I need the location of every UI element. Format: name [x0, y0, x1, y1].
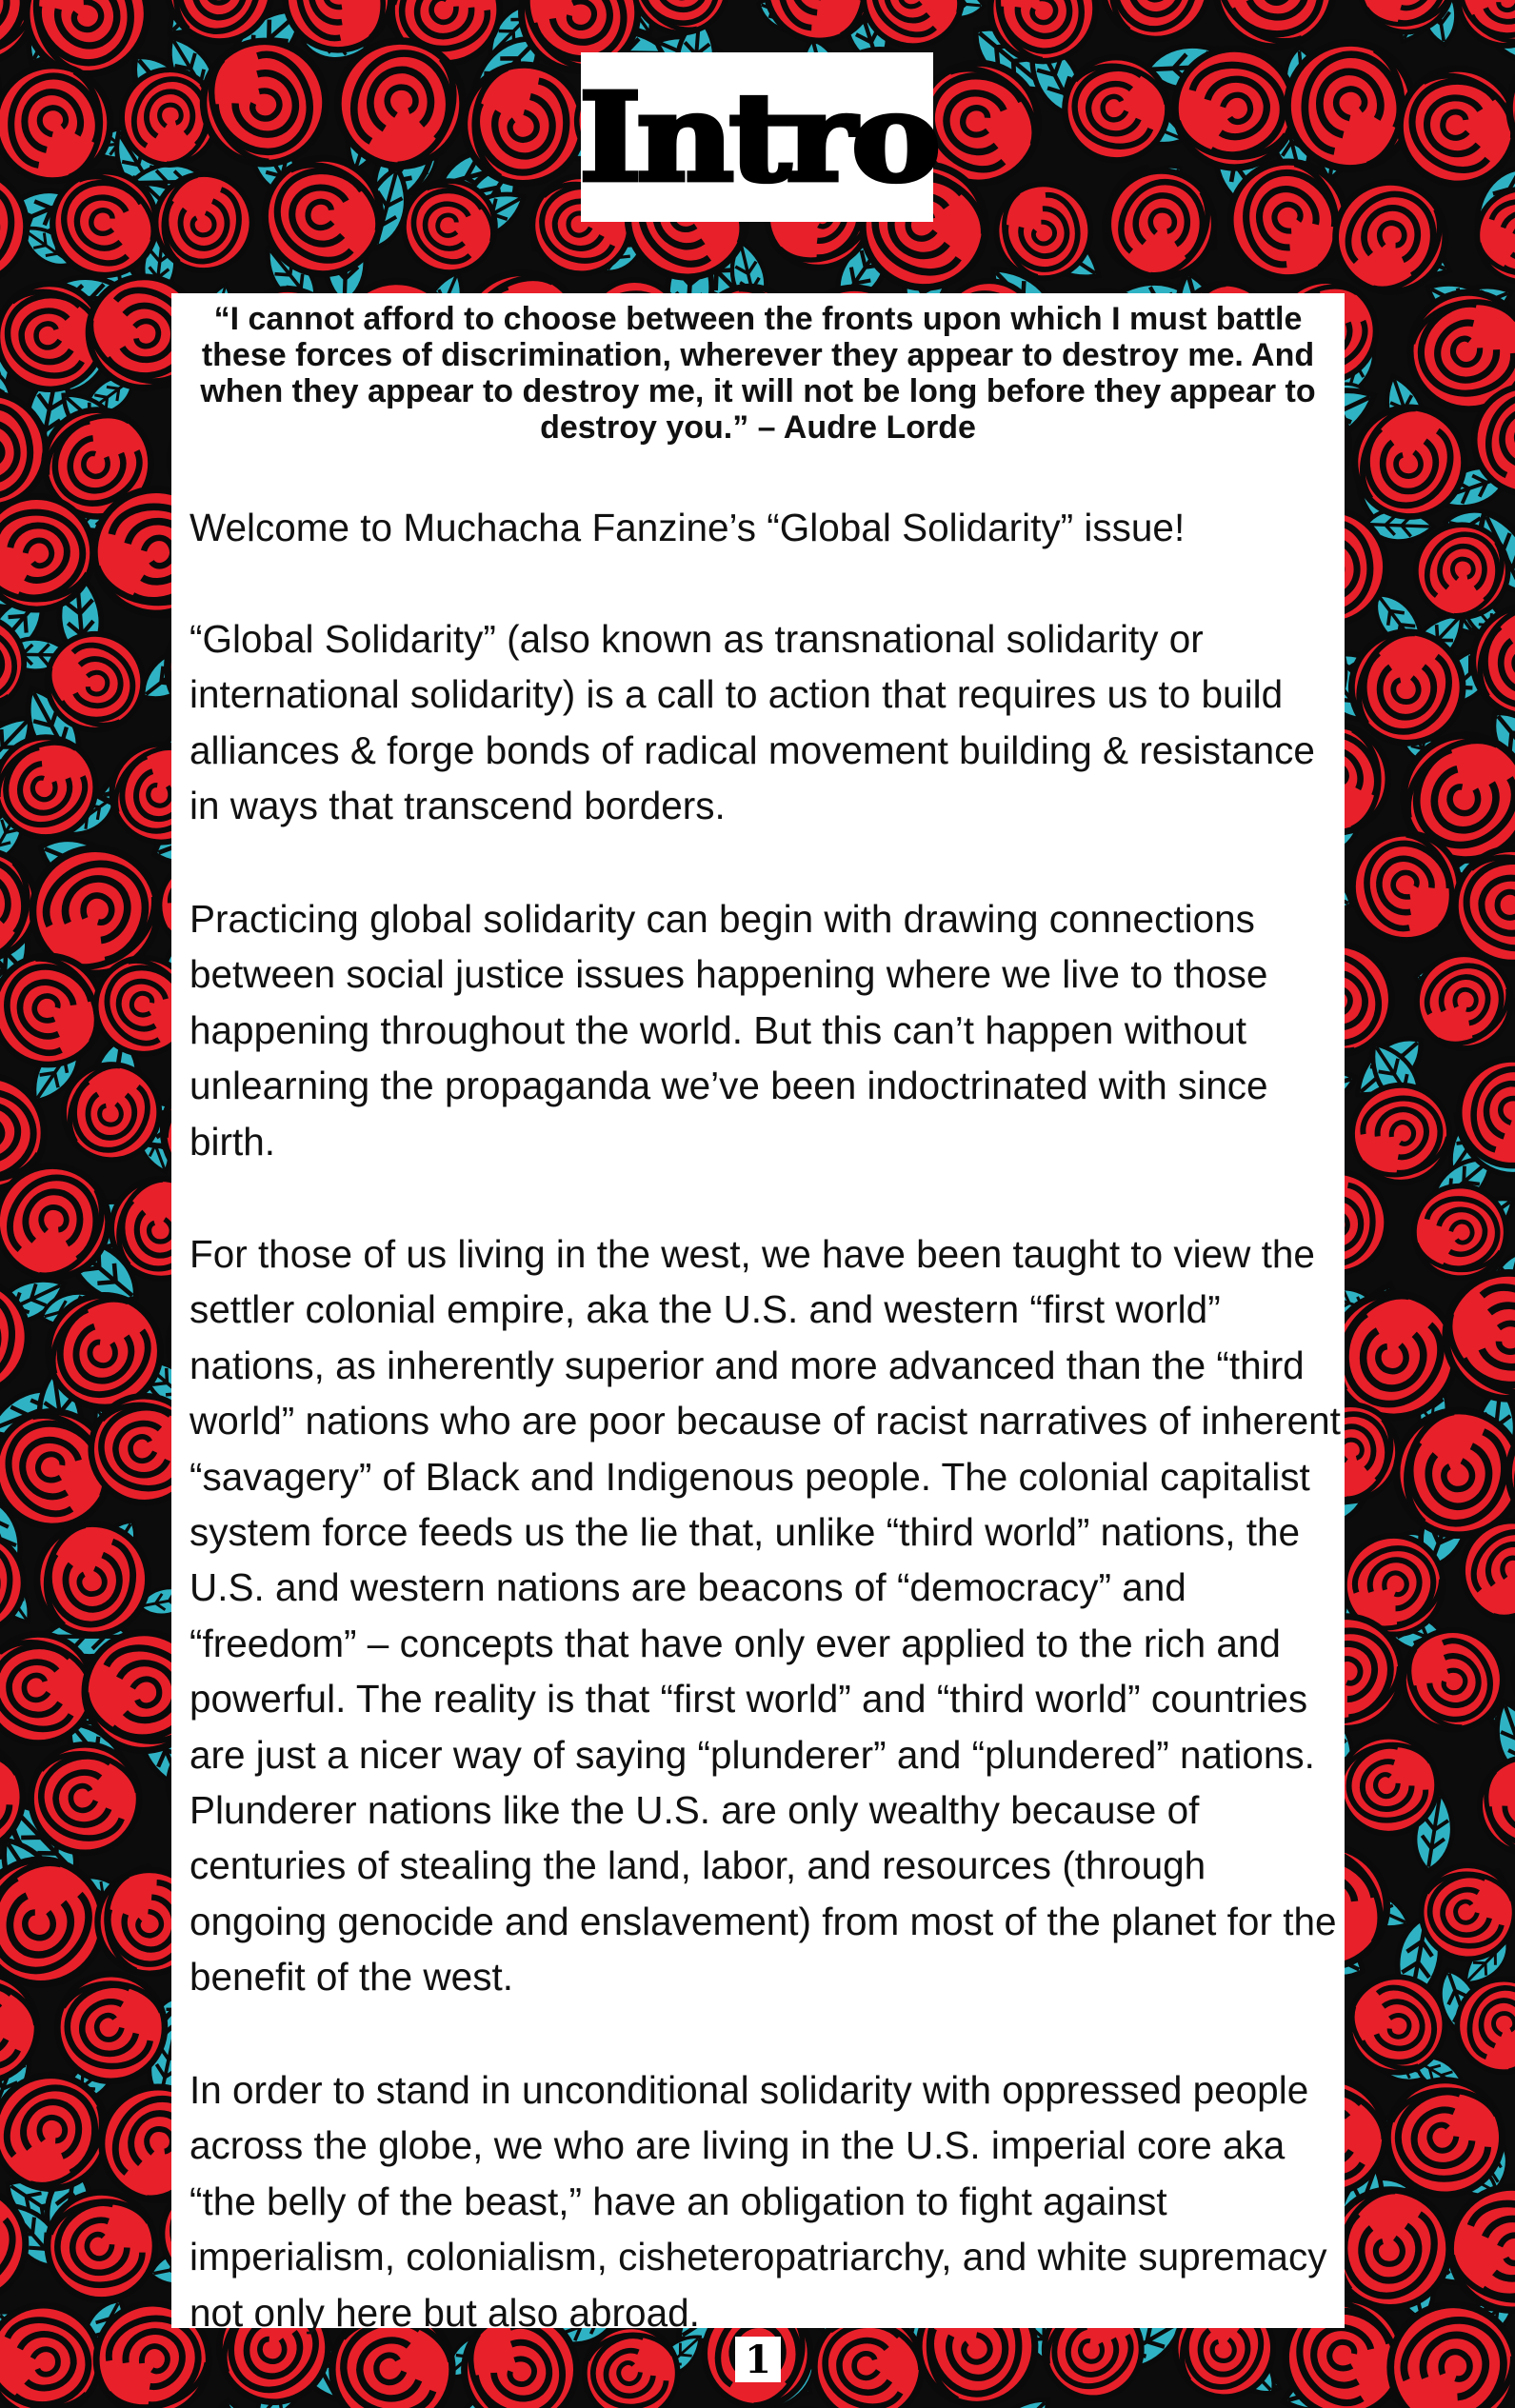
rose-icon	[1464, 1741, 1515, 1870]
rose-icon	[463, 63, 585, 185]
paragraph-obligation: In order to stand in unconditional solidarity with oppressed people across the globe, we who are living in the U.S. imperial core aka “the belly of the beast,” have an obligation to fight against imperialism, colonialism, cisheteropatriarchy, and white supremacy not only here but also abroad.	[189, 2068, 1327, 2335]
rose-icon	[1089, 151, 1234, 296]
paragraph-welcome: Welcome to Muchacha Fanzine’s “Global Solidarity” issue!	[189, 506, 1186, 549]
rose-icon	[57, 1973, 166, 2081]
rose-icon	[1440, 2176, 1515, 2320]
title-panel	[578, 52, 936, 222]
rose-icon	[0, 65, 111, 182]
page-number: 1	[735, 2337, 781, 2382]
paragraph-west: For those of us living in the west, we have been taught to view the settler colonial empire, aka the U.S. and western “first world” nations, as inherently superior and more advanced than the “third world” nations who are poor because of racist narratives of inherent “savagery” of Black and Indigenous people. The colonial capitalist system force feeds us the lie that, unlike “third world” nations, the U.S. and western nations are beacons of “democracy” and “freedom” – concepts that have only ever applied to the rich and powerful. The reality is that “first world” and “third world” countries are just a nicer way of saying “plunderer” and “plundered” nations. Plunderer nations like the U.S. are only wealthy because of centuries of stealing the land, labor, and resources (through ongoing genocide and enslavement) from most of the planet for the benefit of the west.	[189, 1232, 1341, 2000]
epigraph-quote: “I cannot afford to choose between the fronts upon which I must battle these forces of discrimination, wherever they appear to destroy me. And when they appear to destroy me, it will not be long before they appear to destroy you.” – Audre Lorde	[200, 301, 1316, 446]
page-title: Intro	[578, 67, 936, 209]
content-panel	[171, 293, 1345, 2335]
rose-icon	[1095, 0, 1217, 47]
rose-icon	[1471, 183, 1515, 289]
rose-icon	[1419, 1863, 1515, 1961]
rose-icon	[1411, 1184, 1508, 1281]
paragraph-practicing: Practicing global solidarity can begin with drawing connections between social justice issues happening where we live to those happening throughout the world. But this can’t happen without unlearning the propaganda we’ve been indoctrinated with since birth.	[189, 897, 1268, 1164]
rose-icon	[0, 496, 93, 609]
rose-icon	[1286, 41, 1414, 169]
paragraph-definition: “Global Solidarity” (also known as transnational solidarity or international solidarity) is a call to action that requires us to build alliances & forge bonds of radical movement building & resistance in ways that transcend borders.	[189, 617, 1315, 828]
